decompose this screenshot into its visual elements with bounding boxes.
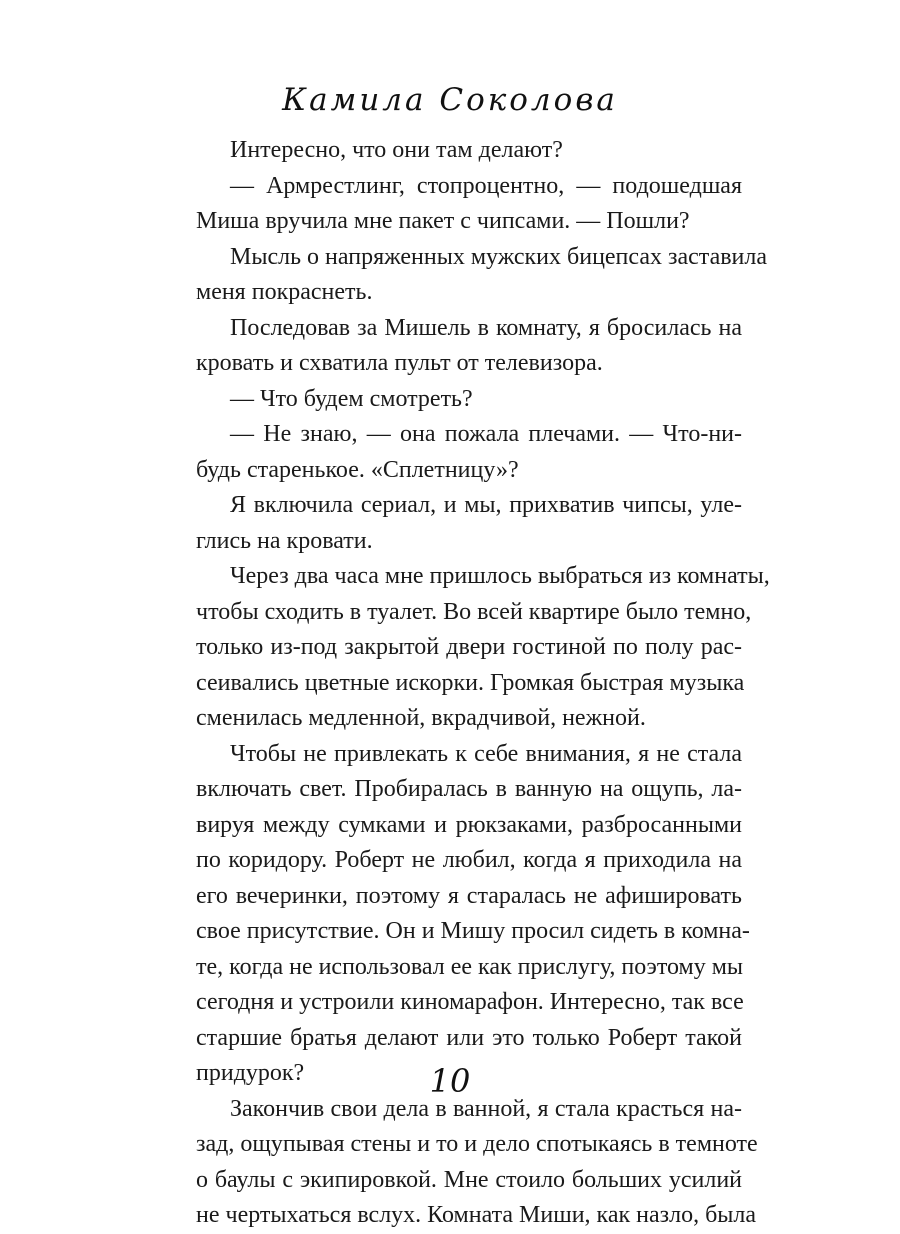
text-line: Интересно, что они там делают?	[230, 137, 563, 163]
text-line: сеивались цветные искорки. Громкая быстрая музыка	[196, 669, 745, 696]
text-line: чтобы сходить в туалет. Во всей квартире было темно,	[196, 598, 752, 625]
text-line: зад, ощупывая стены и то и дело спотыкаясь в темноте	[196, 1131, 758, 1157]
text-line: старшие братья делают или это только Роберт такой	[196, 1024, 742, 1051]
text-line: сменилась медленной, вкрадчивой, нежной.	[196, 705, 646, 731]
text-line: свое присутствие. Он и Мишу просил сидеть в комна-	[196, 918, 750, 944]
text-line: те, когда не использовал ее как прислугу, поэтому мы	[196, 953, 744, 980]
text-line: сегодня и устроили киномарафон. Интересно, так все	[196, 989, 744, 1015]
text-line: глись на кровати.	[196, 527, 373, 554]
text-line: его вечеринки, поэтому я старалась не афишировать	[196, 882, 742, 909]
text-line: вируя между сумками и рюкзаками, разбросанными	[196, 811, 742, 838]
text-line: Чтобы не привлекать к себе внимания, я не стала	[230, 740, 742, 767]
text-line: Мысль о напряженных мужских бицепсах заставила	[230, 243, 768, 270]
text-line: — Не знаю, — она пожала плечами. — Что-ни-	[230, 421, 742, 447]
text-line: Миша вручила мне пакет с чипсами. — Пошли?	[196, 208, 690, 234]
text-line: меня покраснеть.	[196, 279, 373, 305]
text-line: по коридору. Роберт не любил, когда я приходила на	[196, 847, 742, 873]
text-line: только из-под закрытой двери гостиной по полу рас-	[196, 634, 742, 660]
text-line: Последовав за Мишель в комнату, я бросилась на	[230, 314, 742, 341]
text-line: включать свет. Пробиралась в ванную на ощупь, ла-	[196, 776, 742, 802]
text-line: — Что будем смотреть?	[230, 385, 473, 412]
text-line: не чертыхаться вслух. Комната Миши, как назло, была	[196, 1202, 757, 1228]
text-line: Через два часа мне пришлось выбраться из комнаты,	[230, 563, 770, 589]
page-number: 10	[429, 1062, 471, 1100]
text-line: о баулы с экипировкой. Мне стоило больших усилий	[196, 1166, 742, 1193]
text-line: Закончив свои дела в ванной, я стала красться на-	[230, 1095, 742, 1122]
text-line: Я включила сериал, и мы, прихватив чипсы, уле-	[230, 492, 742, 518]
running-head-author: Камила Соколова	[282, 82, 618, 118]
text-line: кровать и схватила пульт от телевизора.	[196, 350, 603, 376]
text-line: будь старенькое. «Сплетницу»?	[196, 456, 519, 483]
text-line: — Армрестлинг, стопроцентно, — подошедшая	[230, 172, 742, 199]
text-line: придурок?	[196, 1060, 305, 1086]
